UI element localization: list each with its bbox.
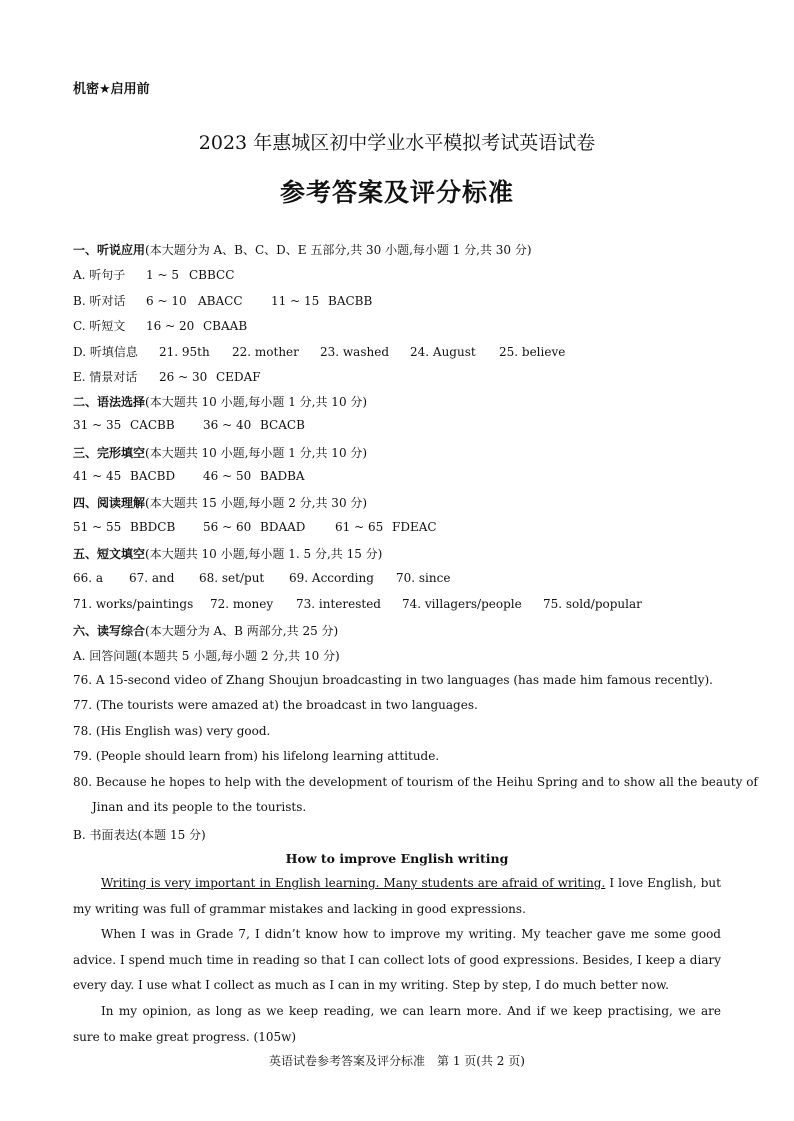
answer-row-1b: [73, 292, 372, 309]
row-label: C. 听短文: [73, 319, 126, 333]
range: 56 ~ 60: [203, 520, 252, 534]
answers: FDEAC: [392, 520, 437, 534]
answer-78: 78. (His English was) very good.: [73, 724, 271, 738]
confidential-mark: 机密★启用前: [73, 82, 150, 97]
answer: 67. and: [129, 571, 175, 585]
answers: BACBD: [130, 469, 176, 483]
answers: BACBB: [328, 294, 373, 308]
answer-80: 80. Because he hopes to help with the development of tourism of the Heihu Spring and to show all the beauty of: [73, 775, 758, 789]
answer: 25. believe: [499, 345, 566, 359]
answer-row-1a: [73, 266, 234, 283]
essay-paragraph-1-rest: I love English, but my writing was full of grammar mistakes and lacking in good expressions.: [73, 876, 721, 916]
section-4-note: (本大题共 15 小题,每小题 2 分,共 30 分): [145, 496, 368, 510]
section-2-note: (本大题共 10 小题,每小题 1 分,共 10 分): [145, 395, 368, 409]
answers: CEDAF: [216, 370, 261, 384]
answer-80-continued: Jinan and its people to the tourists.: [92, 800, 307, 814]
part-a-heading: [73, 647, 340, 664]
range: 6 ~ 10: [146, 294, 187, 308]
range: 11 ~ 15: [271, 294, 320, 308]
answers: BBDCB: [130, 520, 176, 534]
answer-key-title: 参考答案及评分标准: [279, 178, 514, 207]
range: 46 ~ 50: [203, 469, 252, 483]
answer-row-1c: [73, 317, 247, 334]
answer: 69. According: [289, 571, 374, 585]
answer-76: 76. A 15-second video of Zhang Shoujun broadcasting in two languages (has made him famous recently).: [73, 673, 713, 687]
range: 41 ~ 45: [73, 469, 122, 483]
section-3-heading: [73, 444, 367, 461]
answers: BCACB: [260, 418, 305, 432]
row-label: B. 听对话: [73, 294, 126, 308]
section-6-heading: [73, 622, 338, 639]
section-1-note: (本大题分为 A、B、C、D、E 五部分,共 30 小题,每小题 1 分,共 30 分): [145, 243, 532, 257]
section-4-title: 四、阅读理解: [73, 496, 146, 510]
essay-paragraph-1: [73, 871, 721, 922]
section-6-title: 六、读写综合: [73, 624, 146, 638]
range: 16 ~ 20: [146, 319, 195, 333]
exam-title: 2023 年惠城区初中学业水平模拟考试英语试卷: [198, 132, 596, 154]
answer-row-1d: [73, 343, 565, 360]
answer-row-5a: [73, 571, 450, 585]
answer: 68. set/put: [199, 571, 265, 585]
answer: 66. a: [73, 571, 104, 585]
range: 36 ~ 40: [203, 418, 252, 432]
part-a-label: A. 回答问题: [73, 649, 138, 663]
answers: BADBA: [260, 469, 305, 483]
answer: 74. villagers/people: [402, 597, 522, 611]
answer-row-4: [73, 520, 437, 534]
answer-row-5b: [73, 597, 642, 611]
answer-row-1e: [73, 368, 261, 385]
section-6-note: (本大题分为 A、B 两部分,共 25 分): [145, 624, 339, 638]
answer: 75. sold/popular: [543, 597, 642, 611]
section-2-heading: [73, 393, 367, 410]
essay-opening-underlined: Writing is very important in English learning. Many students are afraid of writing.: [101, 876, 606, 890]
essay-title: How to improve English writing: [285, 851, 509, 866]
answer: 23. washed: [320, 345, 389, 359]
answer: 72. money: [210, 597, 274, 611]
range: 26 ~ 30: [159, 370, 208, 384]
range: 51 ~ 55: [73, 520, 122, 534]
answer-row-3: [73, 469, 305, 483]
answer: 24. August: [410, 345, 476, 359]
row-label: A. 听句子: [73, 268, 126, 282]
answers: CACBB: [130, 418, 175, 432]
answer: 73. interested: [296, 597, 381, 611]
answers: CBAAB: [203, 319, 248, 333]
answer-77: 77. (The tourists were amazed at) the broadcast in two languages.: [73, 698, 478, 712]
range: 31 ~ 35: [73, 418, 122, 432]
answer: 71. works/paintings: [73, 597, 194, 611]
answer-79: 79. (People should learn from) his lifelong learning attitude.: [73, 749, 440, 763]
answers: BDAAD: [260, 520, 306, 534]
section-1-title: 一、听说应用: [73, 243, 146, 257]
section-5-heading: [73, 545, 382, 562]
answer: 70. since: [396, 571, 451, 585]
section-2-title: 二、语法选择: [73, 395, 146, 409]
part-b-note: (本题 15 分): [137, 828, 206, 842]
part-b-label: B. 书面表达: [73, 828, 138, 842]
part-a-note: (本题共 5 小题,每小题 2 分,共 10 分): [137, 649, 340, 663]
row-label: D. 听填信息: [73, 345, 138, 359]
section-3-note: (本大题共 10 小题,每小题 1 分,共 10 分): [145, 446, 368, 460]
section-5-note: (本大题共 10 小题,每小题 1. 5 分,共 15 分): [145, 547, 383, 561]
row-label: E. 情景对话: [73, 370, 138, 384]
answer: 22. mother: [232, 345, 299, 359]
section-5-title: 五、短文填空: [73, 547, 146, 561]
section-3-title: 三、完形填空: [73, 446, 146, 460]
answers: ABACC: [198, 294, 243, 308]
range: 61 ~ 65: [335, 520, 384, 534]
essay-paragraph-3: In my opinion, as long as we keep reading, we can learn more. And if we keep practising, we are sure to make great progress. (105w): [73, 1004, 721, 1044]
essay-paragraph-2: When I was in Grade 7, I didn’t know how to improve my writing. My teacher gave me some good advice. I spend much time in reading so that I can collect lots of good expressions. Besides, I keep a diary every day. I use what I collect as much as I can in my writing. Step by step, I do much better now.: [73, 927, 721, 992]
section-1-heading: [73, 241, 532, 258]
answer-row-2: [73, 418, 305, 432]
answer: 21. 95th: [159, 345, 210, 359]
range: 1 ~ 5: [146, 268, 179, 282]
page-footer: 英语试卷参考答案及评分标准 第 1 页(共 2 页): [269, 1054, 525, 1068]
part-b-heading: [73, 826, 206, 843]
section-4-heading: [73, 494, 367, 511]
answers: CBBCC: [189, 268, 235, 282]
